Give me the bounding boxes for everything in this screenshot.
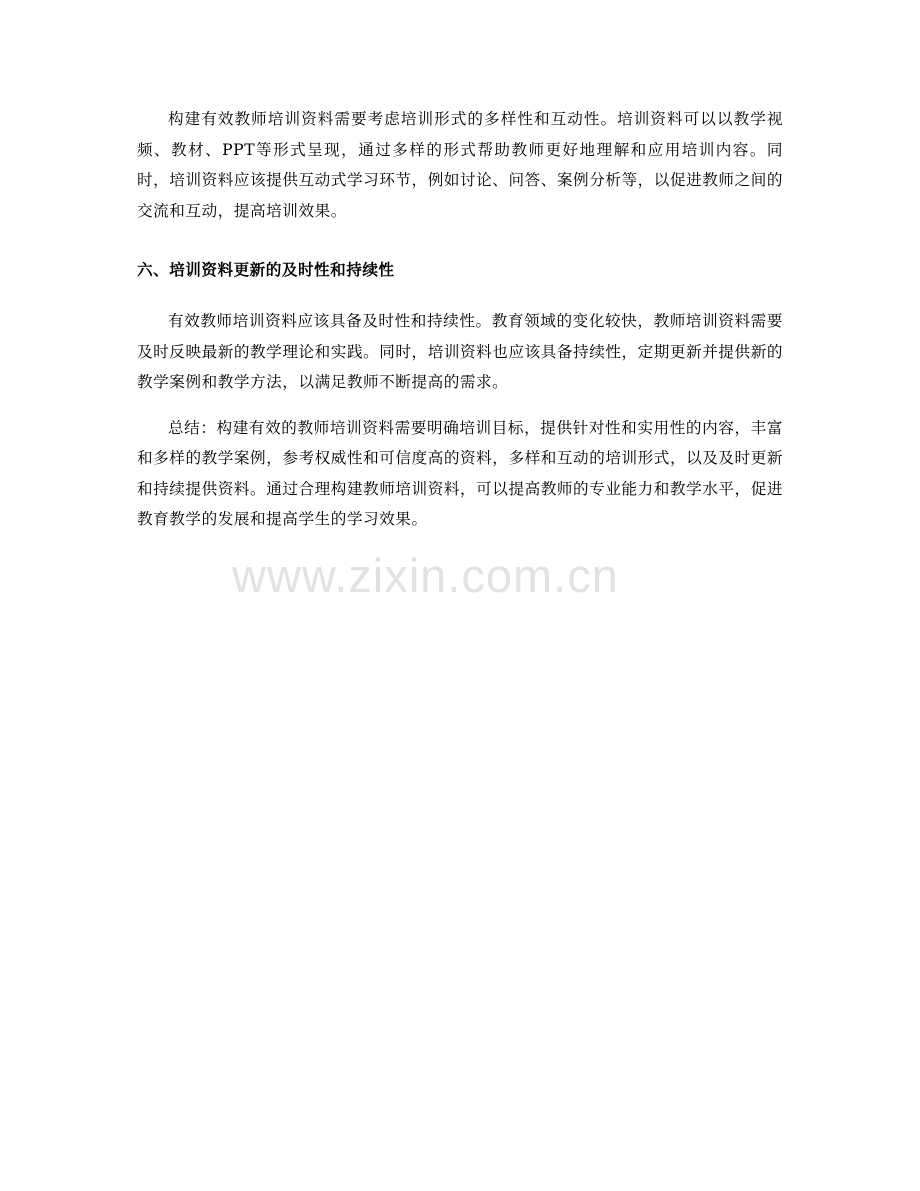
watermark: www.zixin.com.cn <box>232 549 619 602</box>
paragraph-training-format: 构建有效教师培训资料需要考虑培训形式的多样性和互动性。培训资料可以以教学视频、教材、PPT等形式呈现，通过多样的形式帮助教师更好地理解和应用培训内容。同时，培训资料应该提供互动式学习环节，例如讨论、问答、案例分析等，以促进教师之间的交流和互动，提高培训效果。 <box>137 110 783 220</box>
paragraph-summary: 总结：构建有效的教师培训资料需要明确培训目标，提供针对性和实用性的内容，丰富和多样的教学案例，参考权威性和可信度高的资料，多样和互动的培训形式，以及及时更新和持续提供资料。通过合理构建教师培训资料，可以提高教师的专业能力和教学水平，促进教育教学的发展和提高学生的学习效果。 <box>137 418 783 528</box>
document-body <box>137 104 783 535</box>
paragraph-timeliness: 有效教师培训资料应该具备及时性和持续性。教育领域的变化较快，教师培训资料需要及时反映最新的教学理论和实践。同时，培训资料也应该具备持续性，定期更新并提供新的教学案例和教学方法，以满足教师不断提高的需求。 <box>137 312 783 391</box>
section-heading-six: 六、培训资料更新的及时性和持续性 <box>137 261 395 279</box>
